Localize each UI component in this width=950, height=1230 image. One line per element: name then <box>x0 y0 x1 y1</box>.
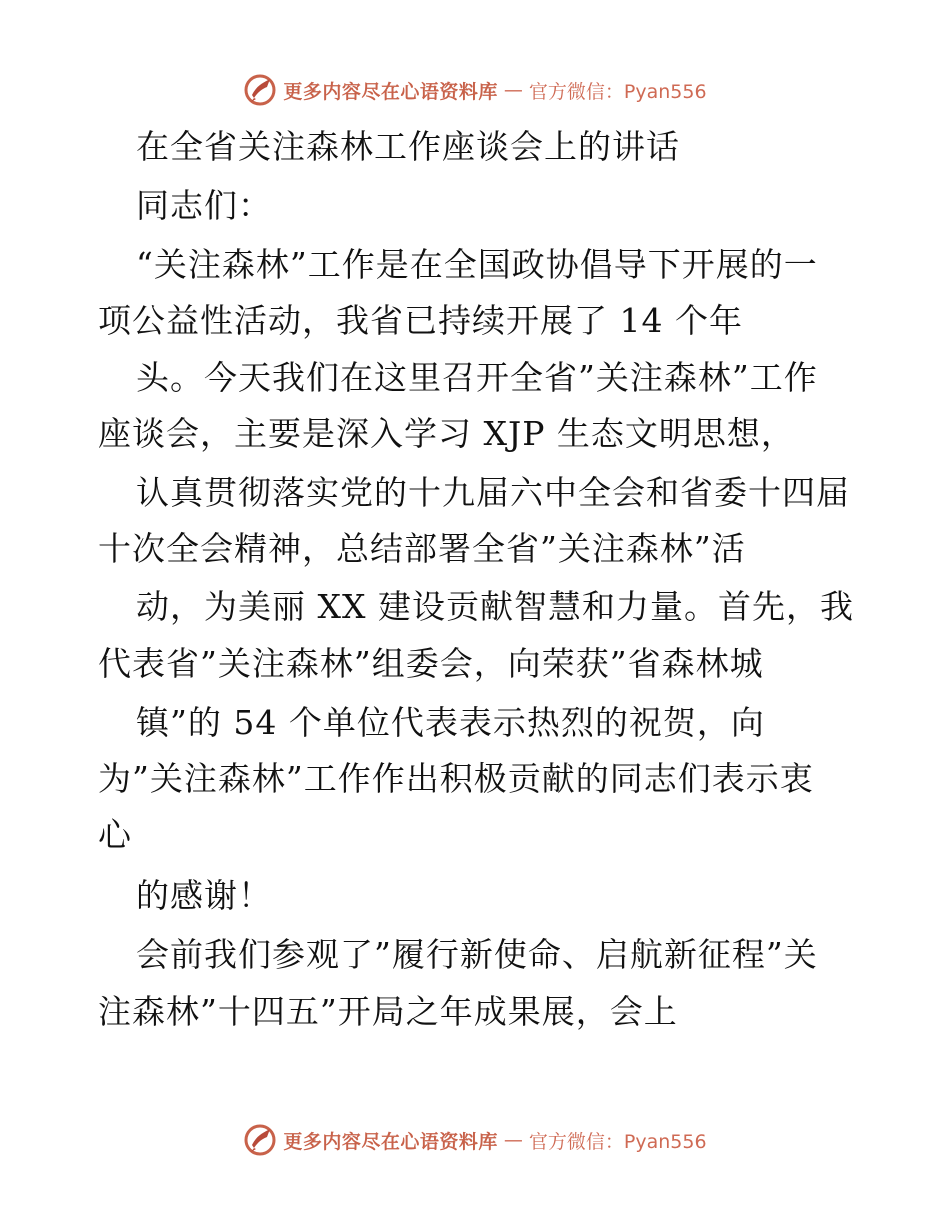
body-line: 代表省”关注森林”组委会，向荣获”省森林城 <box>98 644 764 683</box>
header-watermark <box>0 72 950 108</box>
body-line: 为”关注森林”工作作出积极贡献的同志们表示衷 <box>98 759 814 798</box>
body-line: 会前我们参观了”履行新使命、启航新征程”关 <box>136 935 818 974</box>
watermark-separator: — <box>503 1129 523 1151</box>
salutation: 同志们： <box>136 186 272 225</box>
watermark-brand: 更多内容尽在心语资料库 <box>283 80 498 103</box>
watermark-contact: 官方微信：Pyan556 <box>528 1130 707 1153</box>
body-line: 注森林”十四五”开局之年成果展，会上 <box>98 992 678 1031</box>
red-ribbon-pen-icon <box>243 73 277 107</box>
body-line: 项公益性活动，我省已持续开展了 14 个年 <box>98 301 743 340</box>
body-line: 认真贯彻落实党的十九届六中全会和省委十四届 <box>136 473 850 512</box>
body-line: “关注森林”工作是在全国政协倡导下开展的一 <box>136 245 818 284</box>
body-line: 动，为美丽 XX 建设贡献智慧和力量。首先，我 <box>136 587 854 626</box>
body-line: 的感谢！ <box>136 876 272 915</box>
body-line: 心 <box>98 815 132 854</box>
body-line: 头。今天我们在这里召开全省”关注森林”工作 <box>136 358 818 397</box>
watermark-separator: — <box>503 79 523 101</box>
body-line: 十次全会精神，总结部署全省”关注森林”活 <box>98 529 746 568</box>
footer-watermark <box>0 1122 950 1158</box>
document-title: 在全省关注森林工作座谈会上的讲话 <box>136 127 680 166</box>
watermark-contact: 官方微信：Pyan556 <box>528 80 707 103</box>
red-ribbon-pen-icon <box>243 1123 277 1157</box>
watermark-brand: 更多内容尽在心语资料库 <box>283 1130 498 1153</box>
body-line: 镇”的 54 个单位代表表示热烈的祝贺，向 <box>136 703 765 742</box>
body-line: 座谈会，主要是深入学习 XJP 生态文明思想， <box>98 414 795 453</box>
